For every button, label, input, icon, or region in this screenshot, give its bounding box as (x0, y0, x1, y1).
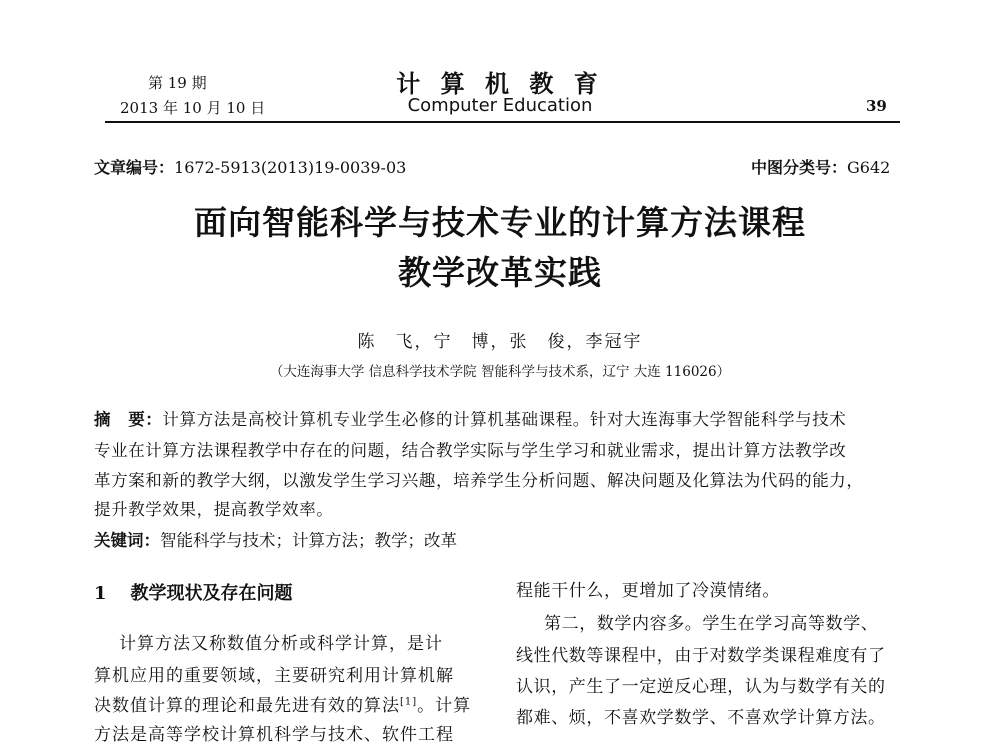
body-text-line: 认识，产生了一定逆反心理，认为与数学有关的 (516, 677, 886, 697)
body-text-line: 算机应用的重要领域，主要研究利用计算机解 (94, 666, 454, 686)
section-number: 1 (94, 583, 107, 604)
body-text-line: 计算方法又称数值分析或科学计算，是计 (119, 634, 443, 654)
section-heading (94, 579, 293, 605)
body-text-line (94, 691, 471, 716)
article-number (94, 155, 406, 178)
article-number-value: 1672-5913(2013)19-0039-03 (174, 158, 407, 177)
journal-issue: 第 19 期 (148, 74, 207, 92)
affiliation: （大连海事大学 信息科学技术学院 智能科学与技术系，辽宁 大连 116026） (269, 364, 731, 380)
body-text-line: 第二，数学内容多。学生在学习高等数学、 (544, 614, 879, 634)
abstract-line: 革方案和新的教学大纲，以激发学生学习兴趣，培养学生分析问题、解决问题及化算法为代码的能力， (94, 471, 864, 490)
abstract-line: 提升教学效果，提高教学效率。 (94, 500, 334, 519)
body-text: 。计算 (417, 696, 472, 716)
body-text-line: 方法是高等学校计算机科学与技术、软件工程 (94, 725, 454, 745)
clc-label: 中图分类号： (751, 158, 848, 177)
page-number: 39 (866, 97, 887, 115)
citation-ref[interactable]: [1] (400, 696, 418, 708)
paper-title-line-2: 教学改革实践 (398, 253, 602, 292)
keywords-text: 智能科学与技术；计算方法；教学；改革 (160, 531, 457, 550)
abstract-text: 计算方法是高校计算机专业学生必修的计算机基础课程。针对大连海事大学智能科学与技术 (162, 410, 847, 429)
clc-number (751, 155, 890, 178)
body-text: 决数值计算的理论和最先进有效的算法 (94, 696, 400, 716)
journal-date: 2013 年 10 月 10 日 (120, 99, 266, 117)
paper-title-line-1: 面向智能科学与技术专业的计算方法课程 (194, 203, 806, 242)
keywords (94, 527, 457, 551)
article-number-label: 文章编号： (94, 158, 175, 177)
abstract-line: 专业在计算方法课程教学中存在的问题，结合教学实际与学生学习和就业需求，提出计算方法教学改 (94, 441, 847, 460)
section-title: 教学现状及存在问题 (130, 583, 293, 604)
header-divider (105, 121, 900, 123)
abstract-line (94, 406, 846, 430)
body-text-line: 程能干什么，更增加了冷漠情绪。 (516, 581, 780, 601)
journal-title-chinese: 计 算 机 教 育 (396, 69, 604, 98)
abstract-label: 摘 要： (94, 410, 163, 429)
clc-value: G642 (847, 158, 891, 177)
authors: 陈 飞，宁 博，张 俊，李冠宇 (357, 332, 643, 352)
journal-title-english: Computer Education (407, 95, 593, 116)
body-text-line: 都难、烦，不喜欢学数学、不喜欢学计算方法。 (516, 708, 886, 728)
keywords-label: 关键词： (94, 531, 160, 550)
body-text-line: 线性代数等课程中，由于对数学类课程难度有了 (516, 646, 886, 666)
